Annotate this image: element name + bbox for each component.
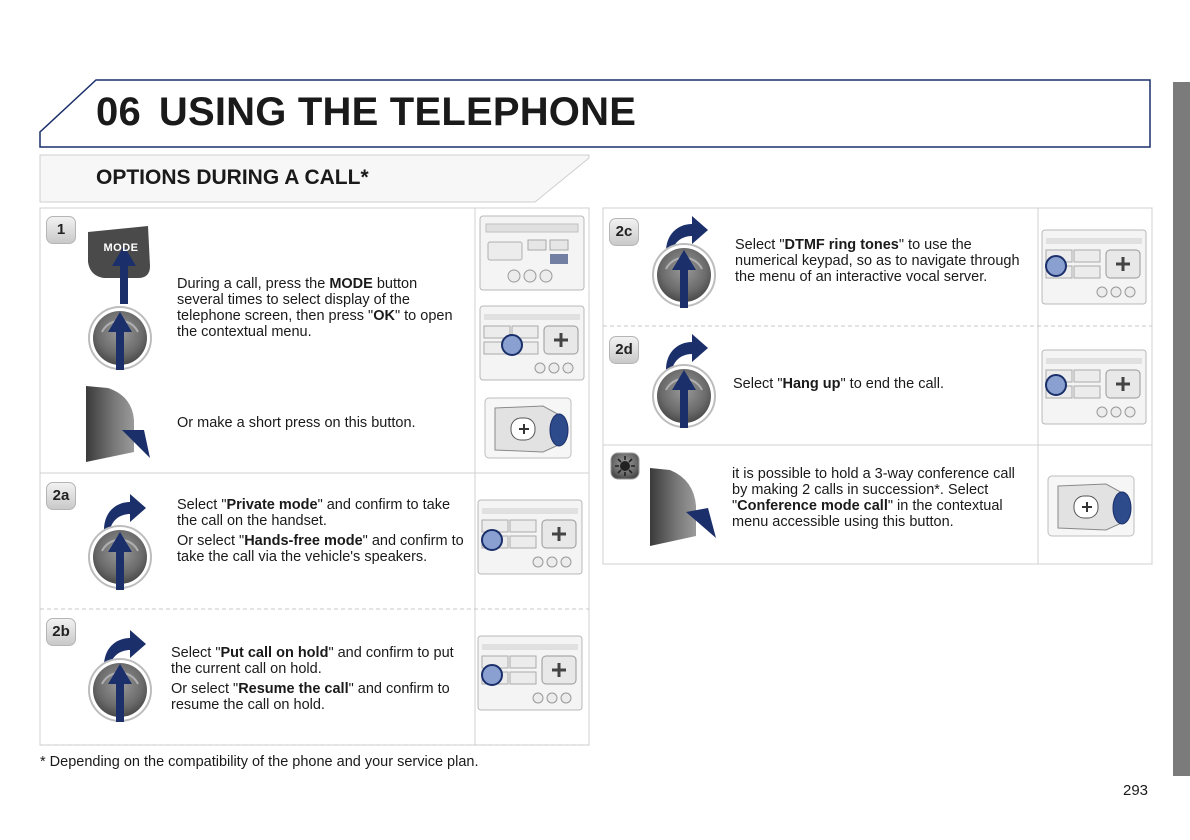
control-panel-illustration: [480, 306, 584, 380]
step-badge: 2c: [609, 218, 639, 246]
footnote: * Depending on the compatibility of the phone and your service plan.: [40, 754, 479, 770]
radio-illustration: [480, 216, 584, 290]
step-2c-text: Select "DTMF ring tones" to use the numerical keypad, so as to navigate through the menu of an interactive vocal server.: [735, 237, 1020, 285]
chapter-number: 06: [96, 90, 141, 134]
step-1-short-press-text: Or make a short press on this button.: [177, 415, 416, 431]
mode-button-label: MODE: [103, 242, 139, 254]
step-badge: 2d: [609, 336, 639, 364]
step-2a-text: Select "Private mode" and confirm to take the call on the handset. Or select "Hands-free mode" and confirm to take the call via the vehicle's speakers.: [177, 497, 464, 565]
step-2b-text: Select "Put call on hold" and confirm to put the current call on hold. Or select "Resume the call" and confirm to resume the call on hold.: [171, 645, 454, 713]
curve-arrow-icon: [104, 494, 146, 530]
chapter-title: [96, 90, 636, 135]
bulb-icon: [611, 453, 639, 479]
step-badge: 2a: [46, 482, 76, 510]
chapter-side-strip: [1173, 82, 1190, 776]
tip-text: it is possible to hold a 3-way conference call by making 2 calls in succession*. Select "Conference mode call" in the contextual menu accessible using this button.: [732, 466, 1015, 530]
step-1-text: During a call, press the MODE button several times to select display of the telephone screen, then press "OK" to open the contextual menu.: [177, 276, 453, 340]
chapter-title-text: USING THE TELEPHONE: [158, 90, 637, 134]
steering-stalk-illustration: [86, 386, 150, 462]
steering-stalk-illustration: [650, 468, 716, 546]
step-2d-text: Select "Hang up" to end the call.: [733, 376, 944, 392]
page-number: 293: [1123, 782, 1149, 799]
step-badge: 1: [46, 216, 76, 244]
stalk-illustration: [1048, 476, 1134, 536]
section-title: OPTIONS DURING A CALL*: [96, 166, 369, 189]
stalk-illustration: [485, 398, 571, 458]
step-badge: 2b: [46, 618, 76, 646]
